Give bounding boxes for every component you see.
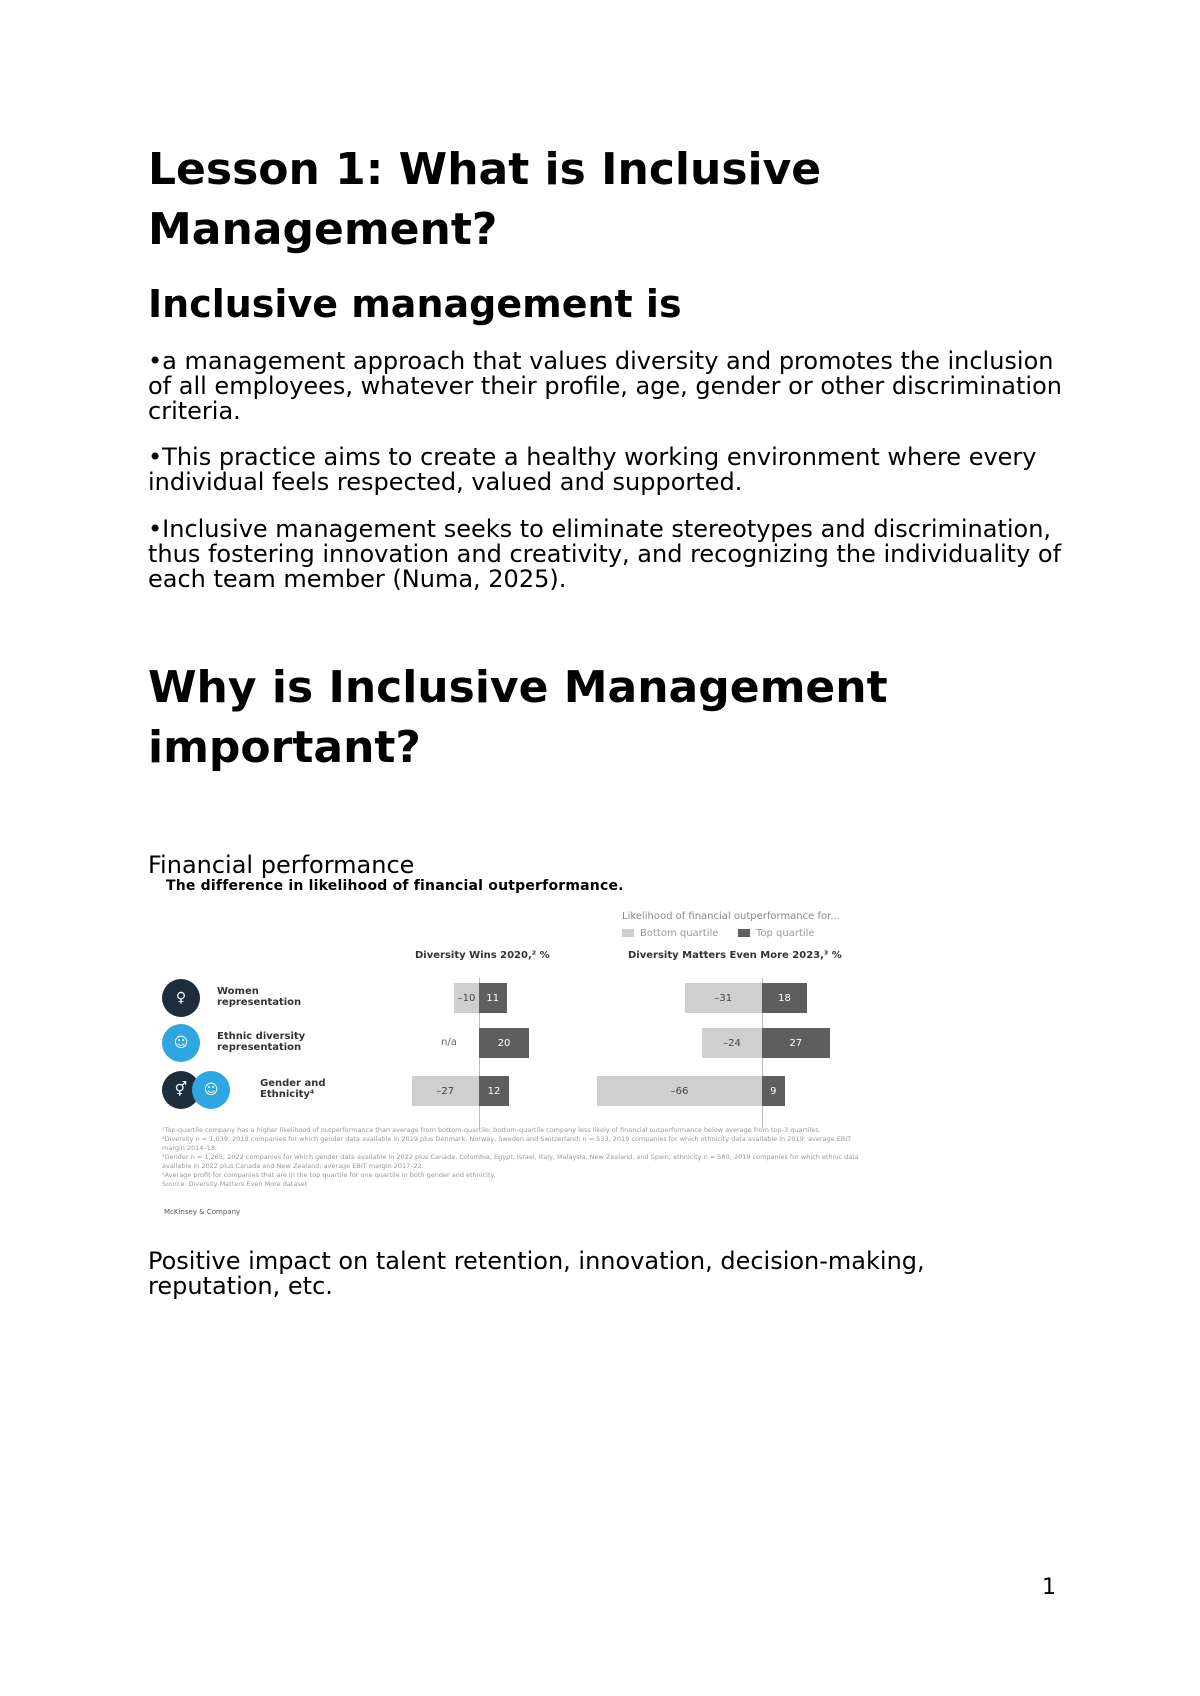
- footnote: ¹Top-quartile company has a higher likelihood of outperformance than average from bottom-quartile; bottom-quartile company less likely of financial outperformance below average from top-3 quartiles.: [162, 1126, 821, 1134]
- lesson-title: Lesson 1: What is Inclusive Management?: [148, 144, 822, 255]
- row-label-ethnic: Ethnic diversity representation: [217, 1031, 306, 1053]
- bar-top-quartile: 20: [479, 1028, 529, 1058]
- section-title-why: Why is Inclusive Management important?: [148, 662, 888, 773]
- positive-impact-text: Positive impact on talent retention, innovation, decision-making, reputation, etc.: [148, 1247, 925, 1300]
- bullet-paragraph: •This practice aims to create a healthy working environment where every individual feels respected, valued and supported.: [148, 443, 1037, 496]
- bar-bottom-quartile: –24: [702, 1028, 762, 1058]
- footnote: ³Gender n = 1,265; 2022 companies for which gender data available in 2022 plus Canada, Colombia, Egypt, Israel, Italy, Malaysia, New Zealand, and Spain; ethnicity n = 580; 2019 companies for which ethnic data available in 2022 plus Canada and New Zealand; average EBIT margin 2017–22.: [162, 1153, 859, 1170]
- ethnic-diversity-icon: ☺: [162, 1024, 200, 1062]
- bar-top-quartile: 27: [762, 1028, 830, 1058]
- legend-item-top: [738, 928, 815, 939]
- women-icon: ♀: [162, 979, 200, 1017]
- source-brand: McKinsey & Company: [164, 1208, 241, 1216]
- chart-title: The difference in likelihood of financial outperformance.: [166, 878, 624, 894]
- bar-bottom-quartile: –66: [597, 1076, 762, 1106]
- legend-swatch-top: [738, 929, 750, 937]
- bullet-paragraph: •Inclusive management seeks to eliminate stereotypes and discrimination, thus fostering innovation and creativity, and recognizing the individuality of each team member (Numa, 2025).: [148, 515, 1062, 593]
- bar-bottom-quartile: –27: [412, 1076, 480, 1106]
- bullet-paragraph: •a management approach that values diversity and promotes the inclusion of all employees, whatever their profile, age, gender or other discrimination criteria.: [148, 347, 1062, 425]
- page-number: 1: [1042, 1575, 1056, 1600]
- legend-item-bottom: [622, 928, 718, 939]
- legend-label-top: Top quartile: [756, 928, 815, 939]
- column-header-2020: Diversity Wins 2020,² %: [415, 950, 550, 961]
- row-label-women: Women representation: [217, 986, 302, 1008]
- column-header-2023: Diversity Matters Even More 2023,³ %: [628, 950, 842, 961]
- legend-swatch-bottom: [622, 929, 634, 937]
- bar-top-quartile: 11: [479, 983, 507, 1013]
- ethnicity-icon: ☺: [192, 1071, 230, 1109]
- financial-outperformance-chart: [160, 878, 880, 1234]
- footnote: Source: Diversity Matters Even More dataset: [162, 1180, 308, 1188]
- row-label-gender-ethnicity: Gender and Ethnicity⁴: [260, 1078, 326, 1100]
- bar-top-quartile: 12: [479, 1076, 509, 1106]
- gender-icon: ⚥: [162, 1071, 200, 1109]
- bar-bottom-quartile: –31: [685, 983, 763, 1013]
- bar-label-na: n/a: [441, 1037, 457, 1048]
- bar-top-quartile: 18: [762, 983, 807, 1013]
- footnote: ²Diversity n = 1,039; 2019 companies for which gender data available in 2019 plus Denmark, Norway, Sweden and Switzerland; n = 533, 2019 companies for which ethnicity data available in 2019; average EBIT margin 2014–18.: [162, 1135, 852, 1152]
- legend-title: Likelihood of financial outperformance for...: [622, 911, 840, 922]
- section-subheading: Inclusive management is: [148, 282, 682, 326]
- legend-label-bottom: Bottom quartile: [640, 928, 719, 939]
- financial-performance-label: Financial performance: [148, 851, 415, 879]
- bar-top-quartile: 9: [762, 1076, 785, 1106]
- chart-footnotes: [162, 1126, 862, 1189]
- bar-bottom-quartile: –10: [454, 983, 479, 1013]
- footnote: ⁴Average profit for companies that are in the top quartile for one quartile in both gender and ethnicity.: [162, 1171, 496, 1179]
